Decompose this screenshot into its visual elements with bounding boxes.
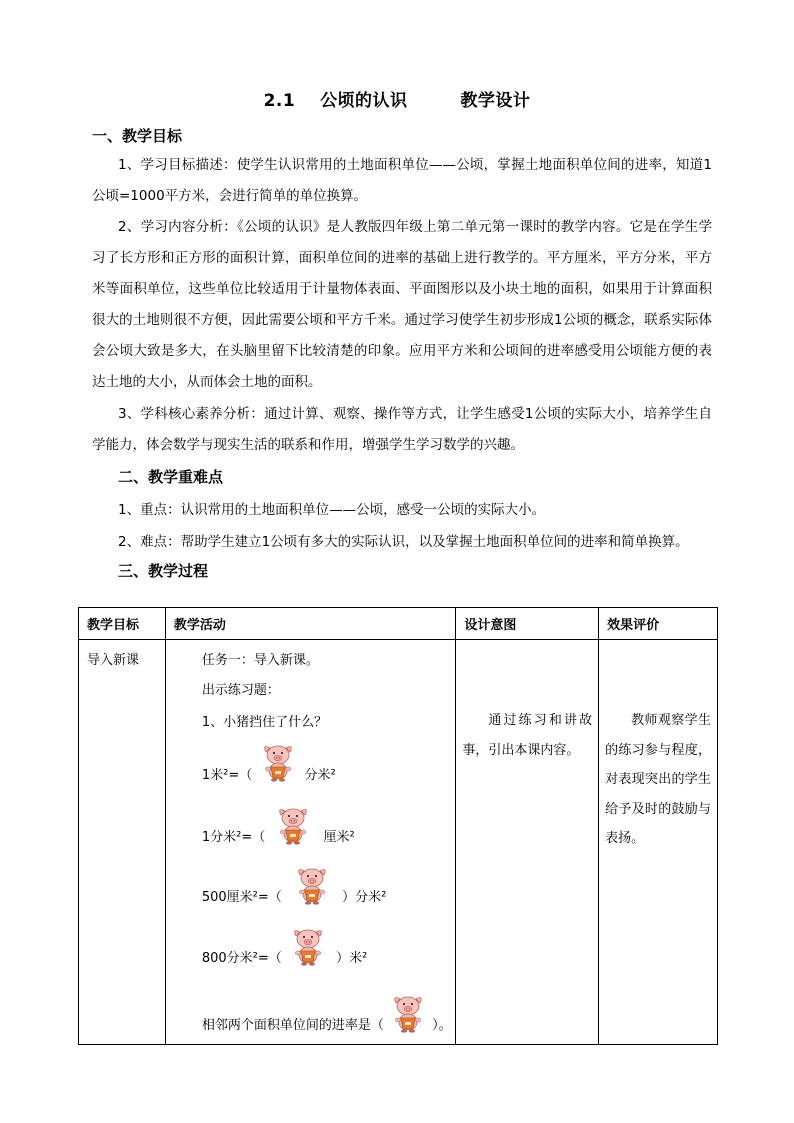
goal-cell: 导入新课 [79,640,166,1045]
title-sub: 教学设计 [460,91,531,111]
header-cell: 设计意图 [456,608,599,640]
activity-question-1: 1、小猪挡住了什么？ [201,715,328,730]
activity-cell [165,640,455,1045]
section-heading-key-points: 二、教学重难点 [118,468,224,486]
title-number: 2.1 [263,91,296,111]
section-heading-process: 三、教学过程 [118,562,209,580]
activity-show: 出示练习题： [201,683,280,698]
goals-paragraph-3: 3、学科核心素养分析：通过计算、观察、操作等方式，让学生感受1公顷的实际大小，培养学生自学能力，体会数学与现实生活的联系和作用，增强学生学习数学的兴趣。 [92,406,712,453]
exercise-1-left: 1米²=（ [201,768,253,783]
design-cell [456,640,599,1045]
pig-icon [294,865,330,905]
exercise-3-right: ）分米² [342,890,387,905]
exercise-2-left: 1分米²=（ [201,830,266,845]
exercise-line-2 [202,826,355,845]
exercise-line-4 [202,947,367,966]
header-cell: 教学目标 [79,608,166,640]
goals-paragraph-1: 1、学习目标描述：使学生认识常用的土地面积单位——公顷，掌握土地面积单位间的进率，知道1公顷=1000平方米，会进行简单的单位换算。 [92,157,712,204]
exercise-3-left: 500厘米²=（ [201,890,282,905]
exercise-5-left: 相邻两个面积单位间的进率是（ [201,1018,384,1033]
pig-icon [390,993,426,1033]
pig-icon [290,926,326,966]
exercise-line-5 [202,1014,452,1033]
activity-task: 任务一：导入新课。 [201,653,319,668]
exercise-line-3 [202,886,386,905]
exercise-5-right: ）。 [432,1018,452,1033]
pig-icon [260,742,296,782]
key-point-2: 2、难点：帮助学生建立1公顷有多大的实际认识，以及掌握土地面积单位间的进率和简单换算。 [118,534,689,550]
exercise-2-right: 厘米² [323,830,355,845]
exercise-1-right: 分米² [304,768,336,783]
exercise-4-right: ）米² [336,951,368,966]
key-point-1: 1、重点：认识常用的土地面积单位——公顷，感受一公顷的实际大小。 [118,502,546,518]
exercise-4-left: 800分米²=（ [201,951,282,966]
exercise-line-1 [202,764,336,783]
design-text: 通过练习和讲故事，引出本课内容。 [462,713,593,758]
evaluation-text: 教师观察学生的练习参与程度，对表现突出的学生给予及时的鼓励与表扬。 [605,713,711,846]
page-title [0,86,794,111]
goals-paragraph-2: 2、学习内容分析：《公顷的认识》是人教版四年级上第二单元第一课时的教学内容。它是在学生学习了长方形和正方形的面积计算，面积单位间的进率的基础上进行教学的。平方厘米，平方分米，平方米等面积单位，这些单位比较适用于计量物体表面、平面图形以及小块土地的面积，如果用于计算面积很大的土地则很不方便，因此需要公顷和平方千米。通过学习使学生初步形成1公顷的概念，联系实际体会公顷大致是多大，在头脑里留下比较清楚的印象。应用平方米和公顷间的进率感受用公顷能方便的表达土地的大小，从而体会土地的面积。 [92,219,712,390]
table-row [79,640,718,1045]
process-table [78,607,718,1045]
header-cell: 教学活动 [165,608,455,640]
pig-icon [275,805,311,845]
header-cell: 效果评价 [599,608,718,640]
table-header-row [79,608,718,640]
evaluation-cell [599,640,718,1045]
section-heading-goals: 一、教学目标 [92,127,183,145]
title-main: 公顷的认识 [320,91,408,111]
